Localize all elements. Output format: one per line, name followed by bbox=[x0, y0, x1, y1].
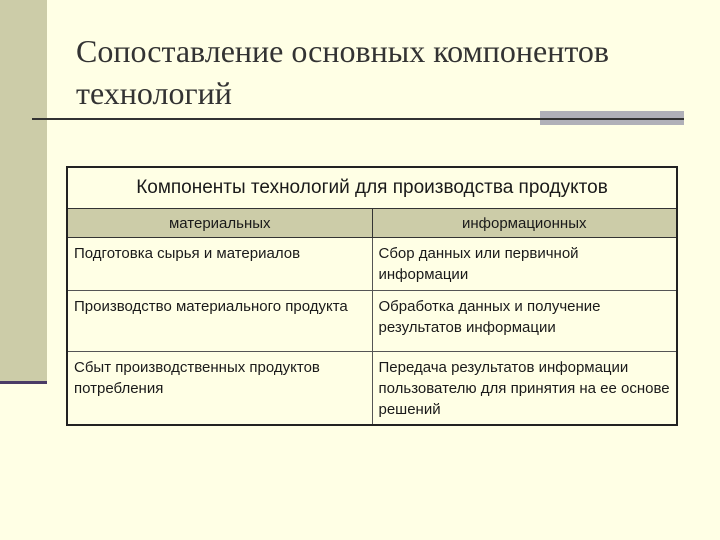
table-row bbox=[68, 352, 676, 425]
left-accent-band bbox=[0, 0, 47, 384]
table-cell: Сбор данных или первичной информации bbox=[372, 238, 676, 291]
column-header-material: материальных bbox=[68, 209, 372, 238]
table-cell: Обработка данных и получение результатов информации bbox=[372, 291, 676, 352]
left-accent-line bbox=[0, 381, 47, 384]
table-cell: Передача результатов информации пользователю для принятия на ее основе решений bbox=[372, 352, 676, 425]
column-header-information: информационных bbox=[372, 209, 676, 238]
table-header-row bbox=[68, 168, 676, 209]
table-header: Компоненты технологий для производства продуктов bbox=[68, 168, 676, 209]
table-row bbox=[68, 238, 676, 291]
title-rule-accent-line bbox=[540, 118, 684, 120]
table-cell: Подготовка сырья и материалов bbox=[68, 238, 372, 291]
table-subheader-row bbox=[68, 209, 676, 238]
comparison-table bbox=[68, 168, 676, 424]
table-cell: Производство материального продукта bbox=[68, 291, 372, 352]
table-cell: Сбыт производственных продуктов потребления bbox=[68, 352, 372, 425]
slide-title: Сопоставление основных компонентов технологий bbox=[76, 33, 610, 111]
comparison-table-frame bbox=[66, 166, 678, 426]
table-row bbox=[68, 291, 676, 352]
